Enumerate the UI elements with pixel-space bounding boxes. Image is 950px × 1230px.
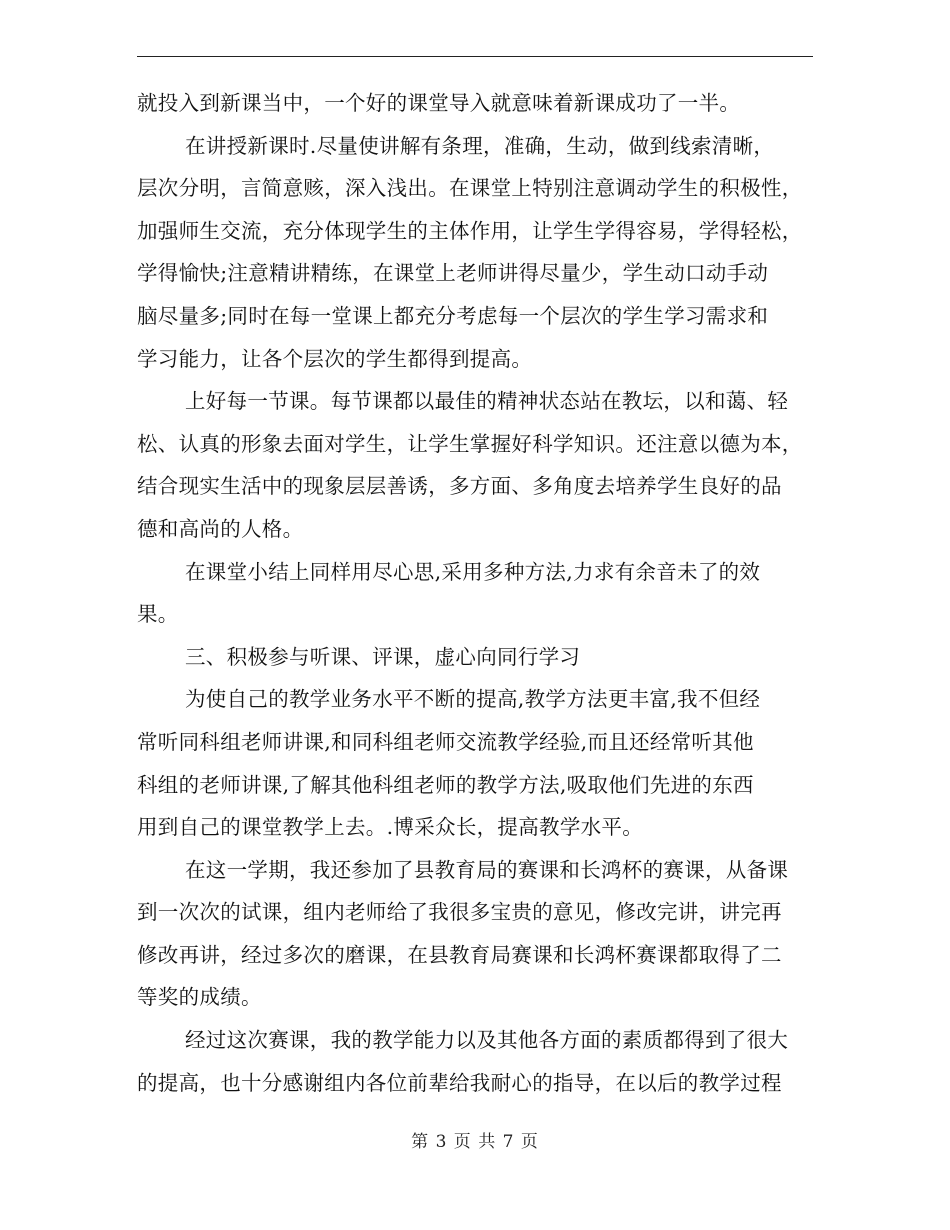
text-line: 德和高尚的人格。 (137, 516, 304, 541)
text-line: 层次分明，言简意赅，深入浅出。在课堂上特别注意调动学生的积极性， (137, 176, 803, 201)
text-line: 松、认真的形象去面对学生，让学生掌握好科学知识。还注意以德为本， (137, 431, 803, 456)
text-line: 在这一学期，我还参加了县教育局的赛课和长鸿杯的赛课，从备课 (185, 857, 789, 882)
text-line: 的提高，也十分感谢组内各位前辈给我耐心的指导，在以后的教学过程 (137, 1070, 782, 1095)
text-line: 用到自己的课堂教学上去。.博采众长，提高教学水平。 (137, 815, 644, 840)
text-line: 三、积极参与听课、评课，虚心向同行学习 (185, 644, 581, 669)
text-line: 果。 (137, 602, 179, 627)
body-text (137, 82, 827, 1104)
text-line: 学习能力，让各个层次的学生都得到提高。 (137, 346, 533, 371)
header-rule (137, 56, 813, 57)
text-line: 等奖的成绩。 (137, 985, 262, 1010)
text-line: 结合现实生活中的现象层层善诱，多方面、多角度去培养学生良好的品 (137, 474, 782, 499)
text-line: 在课堂小结上同样用尽心思,采用多种方法,力求有余音未了的效 (185, 559, 761, 584)
text-line: 常听同科组老师讲课,和同科组老师交流教学经验,而且还经常听其他 (137, 729, 754, 754)
text-line: 就投入到新课当中，一个好的课堂导入就意味着新课成功了一半。 (137, 91, 741, 115)
page-footer: 第 3 页 共 7 页 (411, 1132, 539, 1152)
text-line: 脑尽量多;同时在每一堂课上都充分考虑每一个层次的学生学习需求和 (137, 303, 769, 328)
text-line: 到一次次的试课，组内老师给了我很多宝贵的意见，修改完讲，讲完再 (137, 900, 782, 925)
text-line: 上好每一节课。每节课都以最佳的精神状态站在教坛，以和蔼、轻 (185, 389, 789, 414)
text-line: 科组的老师讲课,了解其他科组老师的教学方法,吸取他们先进的东西 (137, 772, 754, 797)
text-line: 学得愉快;注意精讲精练，在课堂上老师讲得尽量少，学生动口动手动 (137, 261, 769, 286)
text-line: 经过这次赛课，我的教学能力以及其他各方面的素质都得到了很大 (185, 1028, 789, 1053)
text-line: 为使自己的教学业务水平不断的提高,教学方法更丰富,我不但经 (185, 687, 761, 712)
text-line: 在讲授新课时.尽量使讲解有条理，准确，生动，做到线索清晰， (185, 133, 775, 158)
text-line: 修改再讲，经过多次的磨课，在县教育局赛课和长鸿杯赛课都取得了二 (137, 942, 782, 967)
text-line: 加强师生交流，充分体现学生的主体作用，让学生学得容易，学得轻松， (137, 218, 803, 243)
